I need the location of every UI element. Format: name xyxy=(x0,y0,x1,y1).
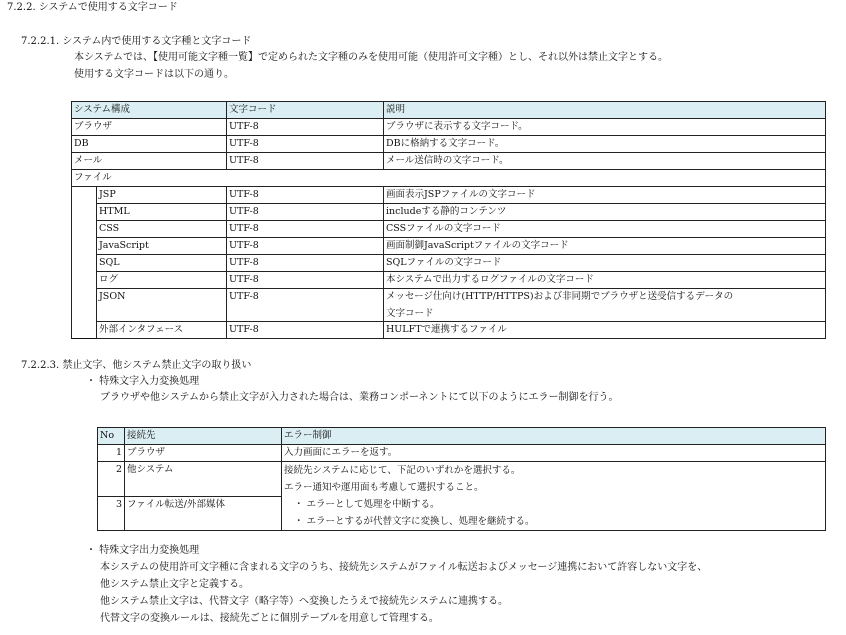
section-heading: 7.2.2. システムで使用する文字コード xyxy=(7,2,178,13)
table-row: 3 ファイル転送/外部媒体 xyxy=(98,496,826,531)
table-row: ログ UTF-8 本システムで出力するログファイルの文字コード xyxy=(72,272,826,289)
charset-table xyxy=(71,101,826,339)
paragraph: 使用する文字コードは以下の通り。 xyxy=(74,69,234,80)
table-row: DB UTF-8 DBに格納する文字コード。 xyxy=(72,136,826,153)
header-cell: 文字コード xyxy=(227,102,384,119)
table-row: 外部インタフェース UTF-8 HULFTで連携するファイル xyxy=(72,322,826,339)
header-cell: 接続先 xyxy=(125,428,282,445)
header-cell: No xyxy=(98,428,125,445)
table-row: ブラウザ UTF-8 ブラウザに表示する文字コード。 xyxy=(72,119,826,136)
table-row: CSS UTF-8 CSSファイルの文字コード xyxy=(72,221,826,238)
paragraph: ブラウザや他システムから禁止文字が入力された場合は、業務コンポーネントにて以下のようにエラー制御を行う。 xyxy=(100,392,619,403)
header-cell: システム構成 xyxy=(72,102,227,119)
paragraph: 本システムの使用許可文字種に含まれる文字のうち、接続先システムがファイル転送およびメッセージ連携において許容しない文字を、 xyxy=(100,562,708,573)
cell-line: ・ エラーとするが代替文字に変換し、処理を継続する。 xyxy=(294,516,535,527)
cell-line: ・ エラーとして処理を中断する。 xyxy=(294,499,440,510)
cell-line: 文字コード xyxy=(386,308,434,319)
cell-line: メッセージ仕向け(HTTP/HTTPS)および非同期でブラウザと送受信するデータの xyxy=(386,291,734,302)
paragraph: 本システムでは、【使用可能文字種一覧】で定められた文字種のみを使用可能（使用許可文字種）とし、それ以外は禁止文字とする。 xyxy=(74,52,668,63)
bullet-heading: ・ 特殊文字出力変換処理 xyxy=(86,545,200,556)
table-row: JSON UTF-8 メッセージ仕向け(HTTP/HTTPS)および非同期でブラウザと送受信するデータの 文字コード xyxy=(72,289,826,322)
error-control-table xyxy=(97,427,826,531)
subsection-title: 7.2.2.3. 禁止文字、他システム禁止文字の取り扱い xyxy=(21,360,252,371)
header-cell: 説明 xyxy=(384,102,826,119)
header-cell: エラー制御 xyxy=(282,428,826,445)
paragraph: 他システム禁止文字は、代替文字（略字等）へ変換したうえで接続先システムに連携する。 xyxy=(100,596,508,607)
table-row: 2 他システム 接続先システムに応じて、下記のいずれかを選択する。 エラー通知や運用面も考慮して選択すること。 ・ エラーとして処理を中断する。 ・ エラーとするが代替文字に変換し、処理を継続する。 xyxy=(98,462,826,497)
table-row: JavaScript UTF-8 画面制御JavaScriptファイルの文字コード xyxy=(72,238,826,255)
table-row: 1 ブラウザ 入力画面にエラーを返す。 xyxy=(98,445,826,462)
table-row: HTML UTF-8 includeする静的コンテンツ xyxy=(72,204,826,221)
subsection-title: 7.2.2.1. システム内で使用する文字種と文字コード xyxy=(21,36,252,47)
table-group-row: ファイル xyxy=(72,170,826,187)
merged-cell xyxy=(282,462,826,531)
cell-line: 接続先システムに応じて、下記のいずれかを選択する。 xyxy=(284,465,521,476)
paragraph: 他システム禁止文字と定義する。 xyxy=(100,579,249,590)
bullet-heading: ・ 特殊文字入力変換処理 xyxy=(86,376,200,387)
table-row: SQL UTF-8 SQLファイルの文字コード xyxy=(72,255,826,272)
table-row: JSP UTF-8 画面表示JSPファイルの文字コード xyxy=(72,187,826,204)
cell-line: エラー通知や運用面も考慮して選択すること。 xyxy=(284,482,484,493)
table-row: メール UTF-8 メール送信時の文字コード。 xyxy=(72,153,826,170)
paragraph: 代替文字の変換ルールは、接続先ごとに個別テーブルを用意して管理する。 xyxy=(100,613,439,624)
